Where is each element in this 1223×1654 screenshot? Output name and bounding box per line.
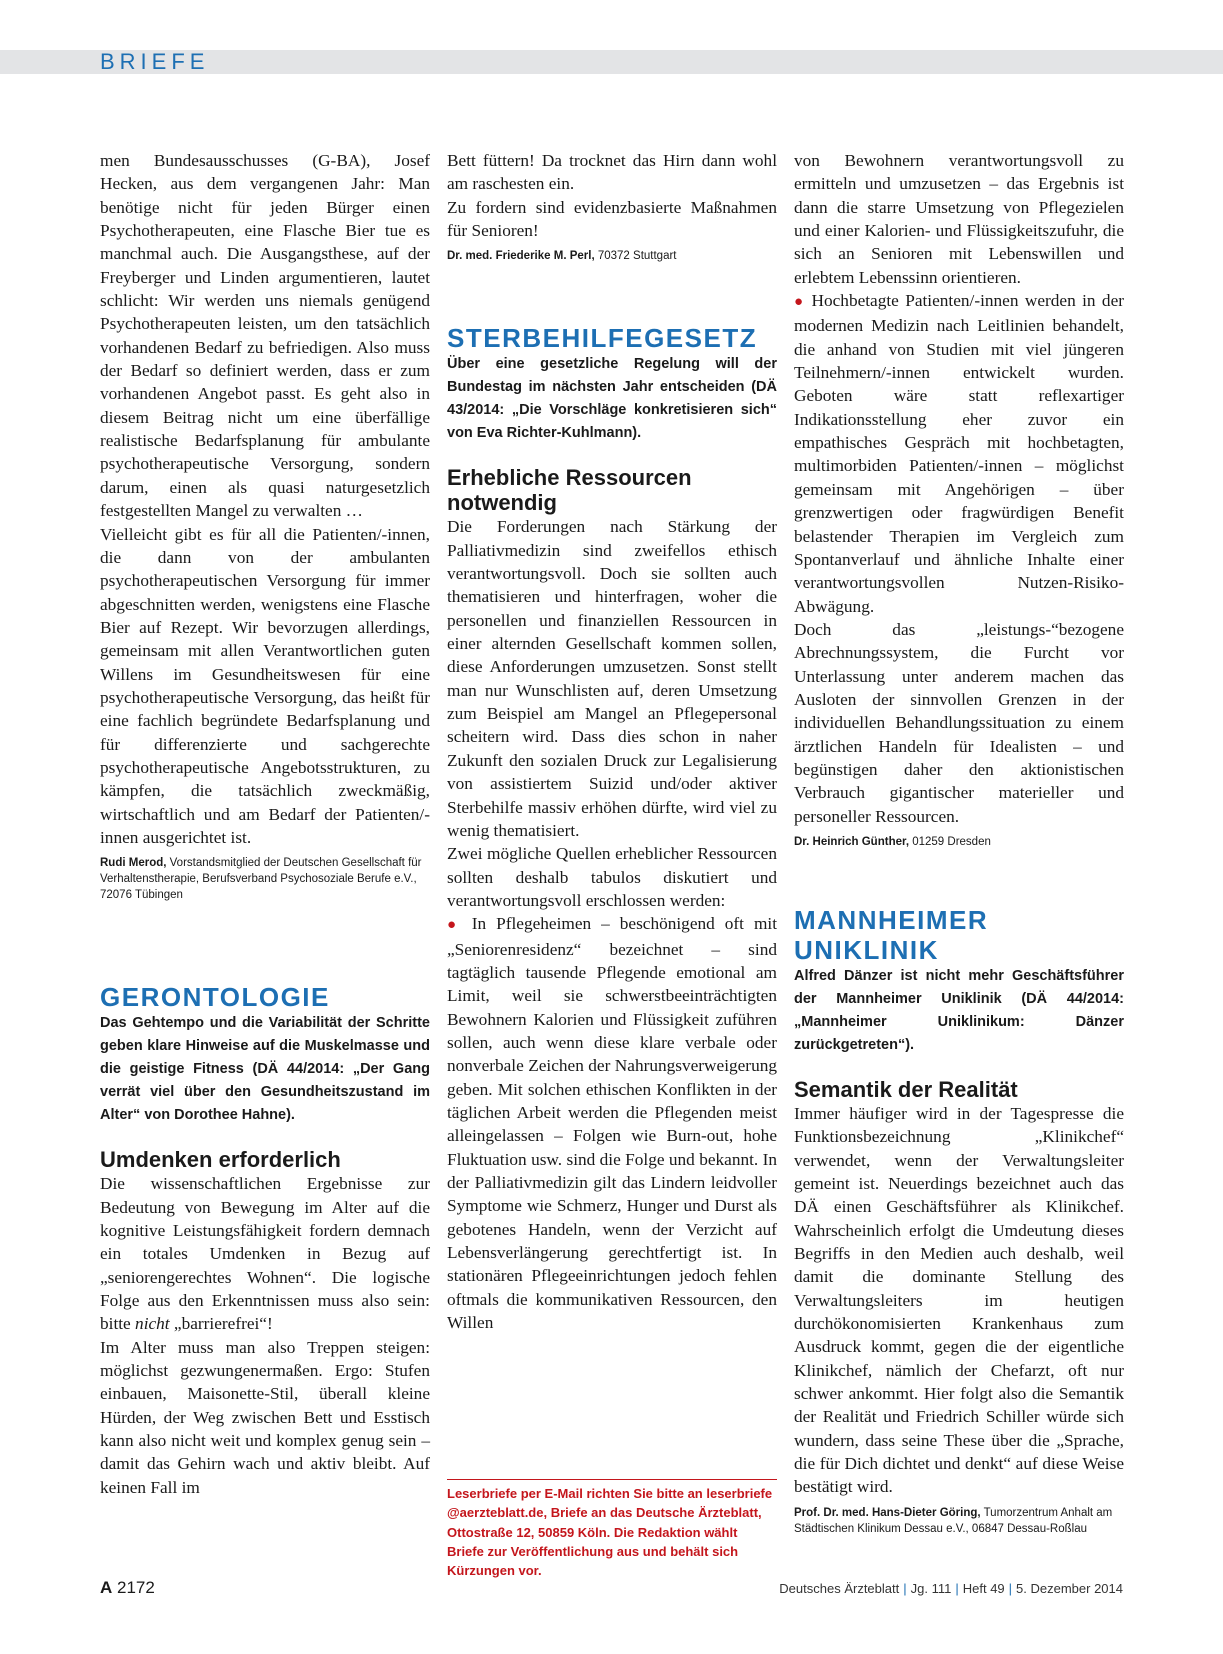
author-affiliation: 01259 Dresden [909, 835, 991, 848]
journal-volume: Jg. 111 [910, 1581, 952, 1596]
letter-text: Bett füttern! Da trocknet das Hirn dann wohl am raschesten ein. [447, 151, 777, 194]
journal-issue: Heft 49 [962, 1581, 1005, 1596]
letter-text: Zu fordern sind evidenzbasierte Maßnahmen für Senioren! [447, 197, 777, 241]
letter-signature [100, 855, 430, 903]
letter-headline: Umdenken erforderlich [100, 1147, 341, 1173]
article-reference: Alfred Dänzer ist nicht mehr Geschäftsführer der Mannheimer Uniklinik (DÄ 44/2014: „Mannheimer Uniklinikum: Dänzer zurückgetreten“). [794, 967, 1124, 1053]
letter-text: Im Alter muss man also Treppen steigen: möglichst gezwungenermaßen. Ergo: Stufen einbauen, Maisonette-Stil, überall kleine Hürden, der Weg zwischen Bett und Esstisch kann also nicht weit und komplex genug sein – damit das Gehirn wach und aktiv bleibt. Auf keinen Fall im [100, 1337, 430, 1497]
letter-text: ● Hochbetagte Patienten/-innen werden in der modernen Medizin nach Leitlinien behandelt, die anhand von Studien mit viel jüngeren Teilnehmern/-innen entwickelt wurden. Geboten wäre statt reflexartiger Indikationsstellung eher zuvor ein empathisches Gespräch mit hochbetagten, multimorbiden Patienten/-innen – möglichst gemeinsam mit Angehörigen – über grenzwertigen oder fragwürdigen Benefit belastender Therapien im Vergleich zum Spontanverlauf und ähnliche Inhalte einer verantwortungsvollen Nutzen-Risiko-Abwägung. [794, 291, 1124, 616]
column-1 [100, 149, 430, 1499]
author-name: Rudi Merod, [100, 857, 167, 870]
section-title: STERBEHILFEGESETZ [447, 323, 758, 354]
author-name: Prof. Dr. med. Hans-Dieter Göring, [794, 1506, 981, 1519]
journal-footer: Deutsches Ärzteblatt | Jg. 111 | Heft 49 | 5. Dezember 2014 [779, 1581, 1123, 1596]
letter-text: Immer häufiger wird in der Tagespresse die Funktionsbezeichnung „Klinikchef“ verwendet, wenn der Verwaltungsleiter gemeint ist. Neuerdings bezeichnet auch das DÄ einen Geschäftsführer als Klinikchef. Wahrscheinlich erfolgt die Umdeutung dieses Begriffs in den Medien auch deshalb, weil damit die dominante Stellung des Verwaltungsleiters im heutigen durchökonomisierten Krankenhaus zum Ausdruck kommt, gegen die der eigentliche Klinikchef, nämlich der Chefarzt, oft nur schwer ankommt. Hier folgt also die Semantik der Realität und Friedrich Schiller würde sich wundern, dass seine These über die „Sprache, die für Dich dichtet und denkt“ auf diese Weise bestätigt wird. [794, 1103, 1124, 1497]
section-title: MANNHEIMER UNIKLINIK [794, 904, 989, 965]
column-3 [794, 149, 1124, 1537]
author-affiliation: Vorstandsmitglied der Deutschen Gesellschaft für Verhaltenstherapie, Berufsverband Psychosoziale Berufe e.V., 72076 Tübingen [100, 857, 422, 902]
letter-text: Die wissenschaftlichen Ergebnisse zur Bedeutung von Bewegung im Alter auf die kognitive Leistungsfähigkeit fordern demnach ein totales Umdenken in Bezug auf „seniorengerechtes Wohnen“. Die logische Folge aus den Erkenntnissen muss also sein: bitte nicht „barrierefrei“! [100, 1174, 430, 1334]
bullet-icon: ● [794, 294, 806, 311]
author-name: Dr. med. Friederike M. Perl, [447, 250, 595, 263]
letter-text: Zwei mögliche Quellen erheblicher Ressourcen sollten deshalb tabulos diskutiert und verantwortungsvoll erschlossen werden: [447, 844, 777, 910]
reader-letter-note: Leserbriefe per E-Mail richten Sie bitte an leserbriefe @aerzteblatt.de, Briefe an das Deutsche Ärzteblatt, Ottostraße 12, 50859 Köln. Die Redaktion wählt Briefe zur Veröffentlichung aus und behält sich Kürzungen vor. [447, 1479, 777, 1580]
author-affiliation: 70372 Stuttgart [594, 250, 677, 263]
letter-headline: Erhebliche Ressourcen notwendig [447, 465, 692, 516]
letter-text: men Bundesausschusses (G-BA), Josef Hecken, aus dem vergangenen Jahr: Man benötige nicht für jeden Bürger einen Psychotherapeuten, eine Flasche Bier tue es manchmal auch. Die Ausgangsthese, auf der Freyberger und Linden argumentieren, lautet schlicht: Wir werden uns niemals genügend Psychotherapeuten leisten, um den tatsächlich vorhandenen Bedarf zu befriedigen. Also muss der Bedarf so definiert werden, dass er zum vorhandenen Angebot passt. Es geht also in diesem Beitrag nicht um eine überfällige realistische Bedarfsplanung für ambulante psychotherapeutische Versorgung, sondern darum, einen als quasi naturgesetzlich festgestellten Mangel zu verwalten … [100, 151, 430, 521]
letter-text: Doch das „leistungs-“bezogene Abrechnungssystem, die Furcht vor Unterlassung unter anderem machen das Ausloten der sinnvollen Grenzen in der individuellen Behandlungssituation zu einem ärztlichen Handeln für Idealisten – und begünstigen daher den aktionistischen Verbrauch gigantischer materieller und personeller Ressourcen. [794, 619, 1124, 826]
author-name: Dr. Heinrich Günther, [794, 835, 910, 848]
journal-date: 5. Dezember 2014 [1016, 1581, 1123, 1596]
emphasis: nicht [135, 1314, 170, 1334]
journal-name: Deutsches Ärzteblatt [779, 1581, 900, 1596]
bullet-icon: ● [447, 917, 462, 934]
letter-text: Vielleicht gibt es für all die Patienten/-innen, die dann von der ambulanten psychotherapeutischen Versorgung für immer abgeschnitten werden, wenigstens eine Flasche Bier auf Rezept. Wir bevorzugen allerdings, gemeinsam mit allen Verantwortlichen guten Willens im Gesundheitswesen für eine psychotherapeutische Versorgung, das heißt für eine fachlich begründete Bedarfsplanung und für differenzierte und sachgerechte psychotherapeutische Angebotsstrukturen, zu kämpfen, die tatsächlich zweckmäßig, wirtschaftlich und am Bedarf der Patienten/-innen ausgerichtet ist. [100, 524, 430, 847]
letter-signature [447, 248, 777, 264]
article-reference: Das Gehtempo und die Variabilität der Schritte geben klare Hinweise auf die Muskelmasse und die geistige Fitness (DÄ 44/2014: „Der Gang verrät viel über den Gesundheitszustand im Alter“ von Dorothee Hahne). [100, 1015, 430, 1124]
letter-headline: Semantik der Realität [794, 1076, 1018, 1102]
letter-text: ● In Pflegeheimen – beschönigend oft mit „Seniorenresidenz“ bezeichnet – sind tagtäglich tausende Pflegende emotional am Limit, weil sie schwerstbeeinträchtigten Bewohnern Kalorien und Flüssigkeit zuführen sollen, auch wenn diese klare verbale oder nonverbale Zeichen der Nahrungsverweigerung geben. Mit solchen ethischen Konflikten in der täglichen Arbeit werden die Pflegenden meist alleingelassen – Folgen wie Burn-out, hohe Fluktuation usw. sind die Folge und bekannt. In der Palliativmedizin gilt das Lindern leidvoller Symptome wie Schmerz, Hunger und Durst als gebotenes Handeln, wenn der Verzicht auf Lebensverlängerung gerechtfertigt ist. In stationären Pflegeeinrichtungen jedoch fehlen oftmals die kommunikativen Ressourcen, den Willen [447, 914, 777, 1333]
letter-text: Die Forderungen nach Stärkung der Palliativmedizin sind zweifellos ethisch verantwortungsvoll. Doch sie sollten auch thematisieren und hinterfragen, woher die personellen und finanziellen Ressourcen in einer alternden Gesellschaft kommen sollen, diese Anforderungen umzusetzen. Sonst stellt man nur Wunschlisten auf, deren Umsetzung zum Beispiel am Mangel an Pflegepersonal scheitern wird. Dass dies schon in naher Zukunft den sozialen Druck zur Legalisierung von assistiertem Suizid und/oder aktiver Sterbehilfe massiv erhöhen dürfte, wird viel zu wenig thematisiert. [447, 517, 777, 840]
author-affiliation: Tumorzentrum Anhalt am Städtischen Klinikum Dessau e.V., 06847 Dessau-Roßlau [794, 1506, 1113, 1535]
section-title: GERONTOLOGIE [100, 982, 330, 1013]
page-number: A 2172 [100, 1578, 155, 1597]
article-reference: Über eine gesetzliche Regelung will der Bundestag im nächsten Jahr entscheiden (DÄ 43/2014: „Die Vorschläge konkretisieren sich“ von Eva Richter-Kuhlmann). [447, 356, 777, 442]
letter-signature [794, 834, 1124, 850]
letter-signature [794, 1505, 1124, 1537]
section-header: BRIEFE [100, 49, 210, 74]
letter-text: von Bewohnern verantwortungsvoll zu ermitteln und umzusetzen – das Ergebnis ist dann die starre Umsetzung von Pflegezielen und einer Kalorien- und Flüssigkeitszufuhr, die sich an Senioren mit Lebenswillen und erlebtem Lebenssinn orientieren. [794, 151, 1124, 287]
column-2 [447, 149, 777, 1334]
